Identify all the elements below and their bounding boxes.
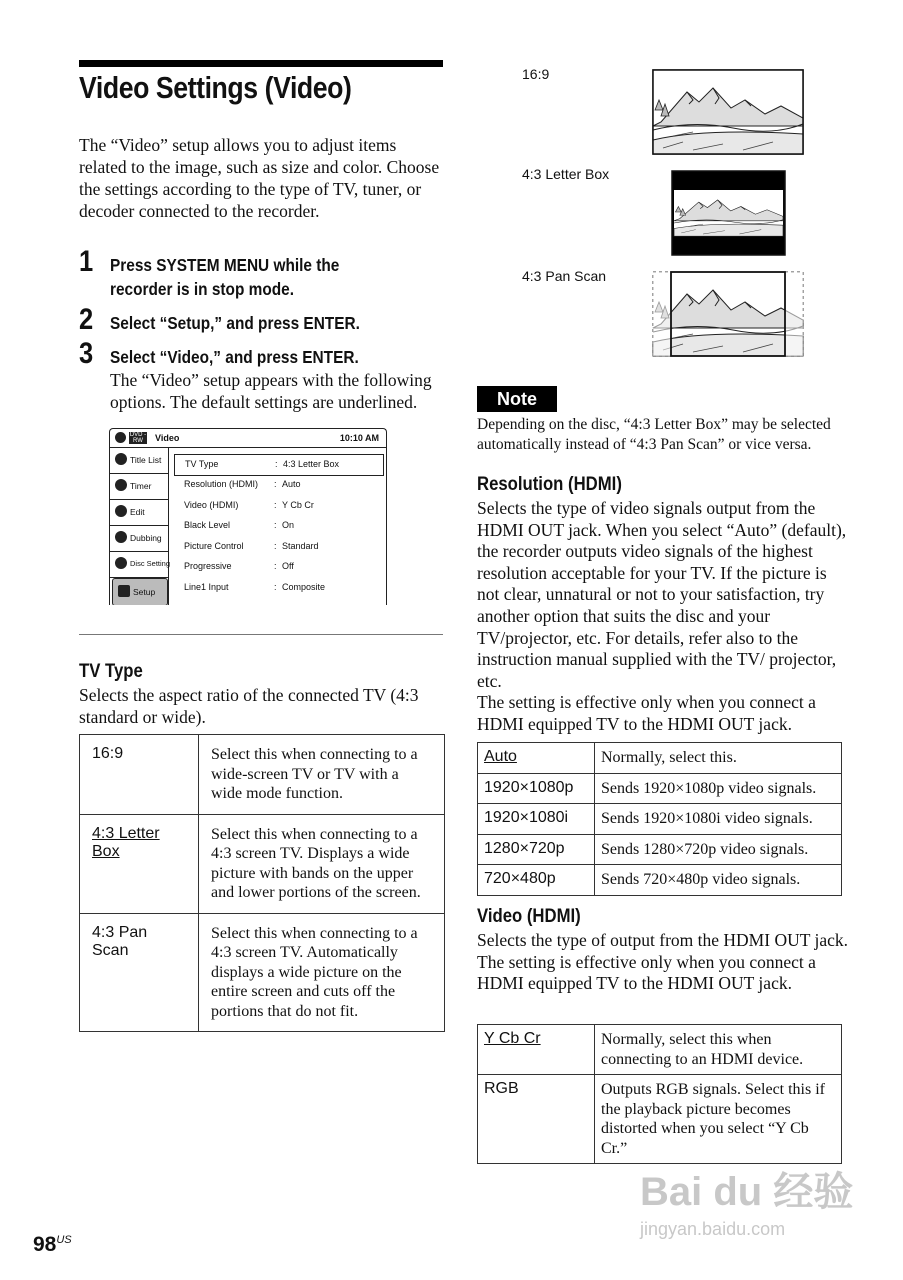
video-hdmi-table	[477, 1024, 842, 1164]
resolution-option: 1280×720p	[478, 834, 595, 865]
table-row	[80, 735, 445, 815]
video-hdmi-option-desc: Outputs RGB signals. Select this if the playback picture becomes distorted when you select “Y Cb Cr.”	[595, 1075, 842, 1164]
pan-scan-illustration	[652, 271, 804, 357]
title-rule	[79, 60, 443, 67]
tv-type-heading: TV Type	[79, 661, 143, 682]
step-text-3: Select “Video,” and press ENTER.	[110, 347, 359, 367]
watermark-url: jingyan.baidu.com	[640, 1219, 786, 1239]
edit-icon	[115, 505, 127, 517]
tv-type-table	[79, 734, 445, 1032]
tv-type-option-desc: Select this when connecting to a 4:3 screen TV. Displays a wide picture with bands on the upper and lower portions of the screen.	[199, 814, 445, 913]
resolution-option: 1920×1080i	[478, 804, 595, 835]
tv-type-option: 4:3 Pan Scan	[80, 913, 199, 1032]
page-title: Video Settings (Video)	[79, 70, 352, 105]
tv-type-option: 4:3 Letter Box	[80, 814, 199, 913]
table-row	[478, 865, 842, 896]
resolution-option-desc: Sends 720×480p video signals.	[595, 865, 842, 896]
osd-clock: 10:10 AM	[339, 433, 379, 443]
osd-row-progressive[interactable]: Progressive : Off	[184, 561, 294, 571]
resolution-option-desc: Sends 1920×1080i video signals.	[595, 804, 842, 835]
table-row	[478, 1025, 842, 1075]
osd-row-picture-control[interactable]: Picture Control : Standard	[184, 541, 319, 551]
table-row	[478, 1075, 842, 1164]
osd-sidebar-title-list[interactable]: Title List	[110, 447, 168, 474]
osd-sidebar-dubbing[interactable]: Dubbing	[110, 525, 168, 552]
dubbing-icon	[115, 531, 127, 543]
osd-menu-screen	[109, 428, 387, 605]
label-16-9: 16:9	[522, 66, 550, 82]
setup-icon	[118, 585, 130, 597]
page-number: $98^{US}$	[33, 1233, 72, 1256]
osd-row-resolution[interactable]: Resolution (HDMI) : Auto	[184, 479, 301, 489]
table-row	[478, 804, 842, 835]
video-hdmi-option: RGB	[478, 1075, 595, 1164]
section-divider	[79, 634, 443, 635]
table-row	[80, 814, 445, 913]
letter-box-illustration	[671, 170, 786, 256]
resolution-option-desc: Sends 1920×1080p video signals.	[595, 773, 842, 804]
video-hdmi-option: Y Cb Cr	[478, 1025, 595, 1075]
intro-paragraph: The “Video” setup allows you to adjust items related to the image, such as size and color. Choose the settings according to the type of TV, tuner, or decoder connected to the recorder.	[79, 135, 440, 221]
resolution-description: Selects the type of video signals output from the HDMI OUT jack. When you select “Auto” (default), the recorder outputs video signals of the highest resolution acceptable for your TV. If the picture is not clear, unnatural or not to your satisfaction, try another option that suits the disc and your TV/projector, etc. For details, refer also to the instruction manual supplied with the TV/ projector, etc. The setting is effective only when you connect a HDMI equipped TV to the HDMI OUT jack.	[477, 498, 847, 734]
table-row	[80, 913, 445, 1032]
video-hdmi-heading: Video (HDMI)	[477, 906, 581, 927]
wide-screen-illustration	[652, 69, 804, 155]
table-row	[478, 743, 842, 774]
disc-setting-icon	[115, 557, 127, 569]
step-number-3: 3	[79, 337, 94, 370]
resolution-option-desc: Sends 1280×720p video signals.	[595, 834, 842, 865]
resolution-option: 1920×1080p	[478, 773, 595, 804]
osd-row-line1-input[interactable]: Line1 Input : Composite	[184, 582, 326, 592]
step-text-2: Select “Setup,” and press ENTER.	[110, 313, 360, 333]
resolution-heading: Resolution (HDMI)	[477, 474, 622, 495]
step-3-description: The “Video” setup appears with the following options. The default settings are underlined.	[110, 370, 432, 412]
table-row	[478, 834, 842, 865]
resolution-option: 720×480p	[478, 865, 595, 896]
resolution-option: Auto	[478, 743, 595, 774]
label-pan-scan: 4:3 Pan Scan	[522, 268, 607, 284]
note-badge: Note	[477, 386, 557, 412]
video-hdmi-description: Selects the type of output from the HDMI OUT jack. The setting is effective only when you connect a HDMI equipped TV to the HDMI OUT jack.	[477, 930, 848, 994]
disc-icon	[115, 432, 126, 443]
timer-icon	[115, 479, 127, 491]
watermark	[640, 1160, 853, 1240]
osd-sidebar-timer[interactable]: Timer	[110, 473, 168, 500]
step-number-2: 2	[79, 303, 94, 336]
step-number-1: 1	[79, 245, 94, 278]
tv-type-option-desc: Select this when connecting to a 4:3 screen TV. Automatically displays a wide picture on the entire screen and cuts off the portions that do not fit.	[199, 913, 445, 1032]
osd-sidebar	[110, 447, 169, 605]
osd-sidebar-edit[interactable]: Edit	[110, 499, 168, 526]
osd-header	[110, 429, 386, 448]
osd-title: Video	[155, 433, 180, 443]
label-letter-box: 4:3 Letter Box	[522, 166, 610, 182]
osd-row-black-level[interactable]: Black Level : On	[184, 520, 295, 530]
table-row	[478, 773, 842, 804]
osd-sidebar-setup[interactable]: Setup	[112, 578, 168, 605]
tv-type-option-desc: Select this when connecting to a wide-screen TV or TV with a wide mode function.	[199, 735, 445, 815]
title-list-icon	[115, 453, 127, 465]
tv-type-description: Selects the aspect ratio of the connected TV (4:3 standard or wide).	[79, 685, 419, 727]
disc-type-badge: DVD -RW	[129, 432, 147, 444]
osd-sidebar-disc-setting[interactable]: Disc Setting	[110, 551, 168, 578]
watermark-brand: Bai du 经验	[640, 1170, 854, 1214]
osd-row-video-hdmi[interactable]: Video (HDMI) : Y Cb Cr	[184, 500, 314, 510]
tv-type-option: 16:9	[80, 735, 199, 815]
resolution-table	[477, 742, 842, 896]
step-text-1: Press SYSTEM MENU while the recorder is in stop mode.	[110, 255, 340, 299]
note-text: Depending on the disc, “4:3 Letter Box” may be selected automatically instead of “4:3 Pan Scan” or vice versa.	[477, 416, 831, 453]
osd-row-tv-type[interactable]: TV Type : 4:3 Letter Box	[174, 454, 384, 476]
resolution-option-desc: Normally, select this.	[595, 743, 842, 774]
video-hdmi-option-desc: Normally, select this when connecting to an HDMI device.	[595, 1025, 842, 1075]
